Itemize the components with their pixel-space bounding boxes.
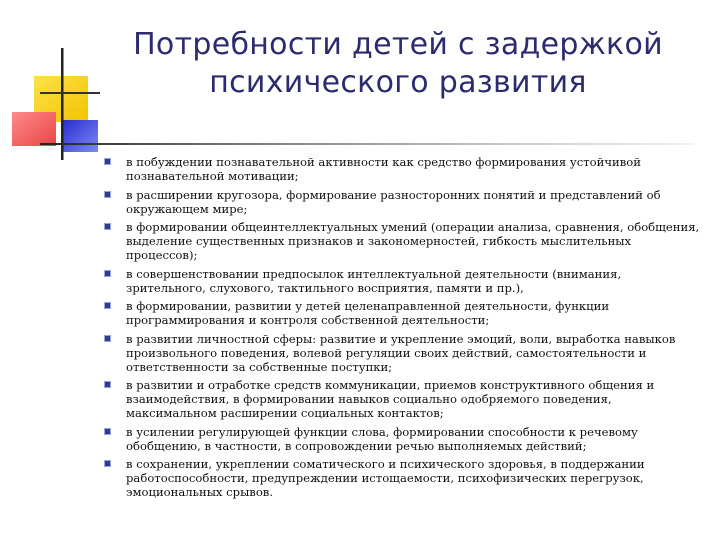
square-bullet-icon bbox=[104, 381, 111, 388]
square-bullet-icon bbox=[104, 428, 111, 435]
list-item-text: в расширении кругозора, формирование разносторонних понятий и представлений об окружающем мире; bbox=[126, 187, 661, 216]
list-item-text: в побуждении познавательной активности как средство формирования устойчивой познавательной мотивации; bbox=[126, 155, 641, 183]
blue-square bbox=[62, 120, 98, 152]
list-item bbox=[102, 220, 702, 262]
list-item-text: в формировании, развитии у детей целенаправленной деятельности, функции программирования и контроля собственной деятельности; bbox=[126, 299, 610, 327]
square-bullet-icon bbox=[104, 191, 111, 198]
list-item bbox=[102, 299, 702, 327]
horizontal-line bbox=[40, 92, 100, 94]
square-bullet-icon bbox=[104, 158, 111, 165]
square-bullet-icon bbox=[104, 302, 111, 309]
list-item-text: в усилении регулирующей функции слова, формировании способности к речевому обобщению, в частности, в сопровождении речью выполняемых действий; bbox=[126, 424, 638, 453]
title-line-2: психического развития bbox=[209, 65, 587, 100]
square-bullet-icon bbox=[104, 270, 111, 277]
list-item bbox=[102, 188, 702, 216]
list-item-text: в развитии и отработке средств коммуникации, приемов конструктивного общения и взаимодействия, в формировании навыков социально одобряемого поведения, максимальном расширении социальных контактов; bbox=[126, 378, 655, 420]
list-item-text: в формировании общеинтеллектуальных умений (операции анализа, сравнения, обобщения, выделение существенных признаков и закономерностей, гибкость мыслительных процессов); bbox=[126, 220, 700, 262]
slide-title bbox=[108, 26, 688, 102]
square-bullet-icon bbox=[104, 223, 111, 230]
title-line-1: Потребности детей с задержкой bbox=[133, 27, 663, 62]
list-item bbox=[102, 155, 702, 183]
list-item bbox=[102, 457, 702, 499]
list-item bbox=[102, 378, 702, 420]
list-item-text: в развитии личностной сферы: развитие и укрепление эмоций, воли, выработка навыков произвольного поведения, волевой регуляции своих действий, самостоятельности и ответственности за собственные поступки; bbox=[126, 331, 676, 374]
red-square bbox=[12, 112, 56, 146]
list-item bbox=[102, 267, 702, 295]
list-item-text: в сохранении, укреплении соматического и психического здоровья, в поддержании работоспособности, предупреждении истощаемости, психофизических перегрузок, эмоциональных срывов. bbox=[126, 457, 645, 499]
list-item-text: в совершенствовании предпосылок интеллектуальной деятельности (внимания, зрительного, слухового, тактильного восприятия, памяти и пр.), bbox=[126, 266, 622, 295]
list-item bbox=[102, 425, 702, 453]
square-bullet-icon bbox=[104, 335, 111, 342]
title-divider bbox=[40, 143, 694, 145]
list-item bbox=[102, 332, 702, 374]
square-bullet-icon bbox=[104, 460, 111, 467]
needs-list bbox=[102, 155, 702, 504]
